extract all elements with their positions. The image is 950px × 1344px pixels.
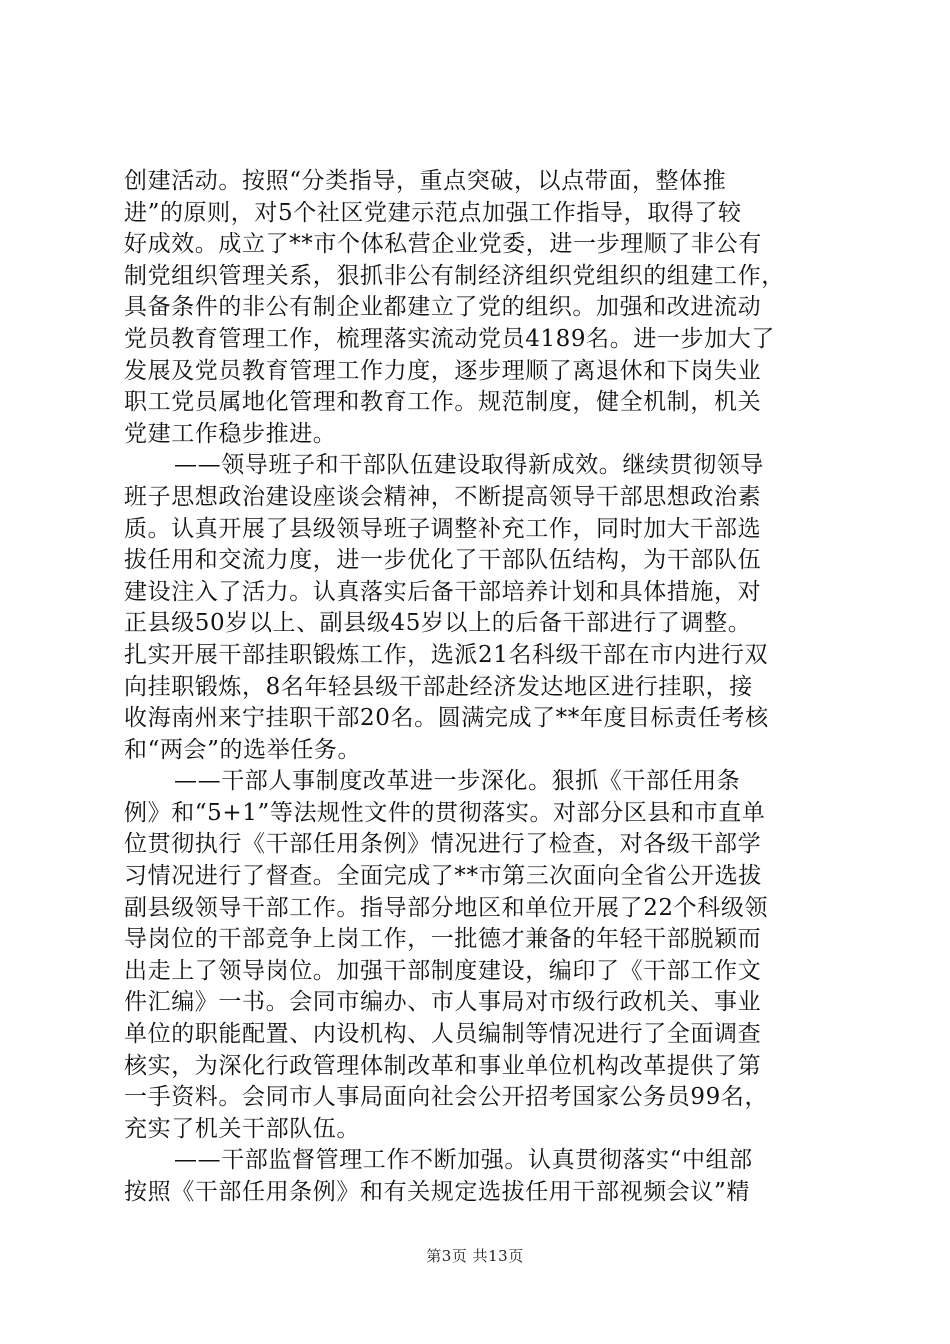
text-line: 正县级50岁以上、副县级45岁以上的后备干部进行了调整。 — [124, 610, 752, 637]
text-line: 位贯彻执行《干部任用条例》情况进行了检查，对各级干部学 — [124, 831, 762, 858]
text-line: 向挂职锻炼，8名年轻县级干部赴经济发达地区进行挂职，接 — [124, 673, 753, 700]
text-line: 核实，为深化行政管理体制改革和事业单位机构改革提供了第 — [124, 1052, 762, 1079]
text-line: 副县级领导干部工作。指导部分地区和单位开展了22个科级领 — [124, 894, 769, 921]
text-line: 导岗位的干部竞争上岗工作，一批德才兼备的年轻干部脱颖而 — [124, 926, 762, 953]
text-line: ——干部监督管理工作不断加强。认真贯彻落实“中组部 — [174, 1147, 753, 1174]
text-line: 出走上了领导岗位。加强干部制度建设，编印了《干部工作文 — [124, 957, 762, 984]
text-line: 制党组织管理关系，狠抓非公有制经济组织党组织的组建工作， — [124, 262, 785, 289]
text-line: 一手资料。会同市人事局面向社会公开招考国家公务员99名， — [124, 1084, 769, 1111]
text-line: 班子思想政治建设座谈会精神，不断提高领导干部思想政治素 — [124, 483, 762, 510]
text-line: 按照《干部任用条例》和有关规定选拔任用干部视频会议”精 — [124, 1179, 750, 1205]
text-line: 扎实开展干部挂职锻炼工作，选派21名科级干部在市内进行双 — [124, 641, 769, 668]
text-line: 职工党员属地化管理和教育工作。规范制度，健全机制，机关 — [124, 389, 762, 416]
text-line: 发展及党员教育管理工作力度，逐步理顺了离退休和下岗失业 — [124, 357, 762, 384]
text-line: 进”的原则，对5个社区党建示范点加强工作指导，取得了较 — [124, 199, 742, 226]
text-line: 件汇编》一书。会同市编办、市人事局对市级行政机关、事业 — [124, 989, 762, 1016]
text-line: 质。认真开展了县级领导班子调整补充工作，同时加大干部选 — [124, 515, 762, 542]
text-line: 例》和“5+1”等法规性文件的贯彻落实。对部分区县和市直单 — [124, 799, 766, 826]
text-line: 拔任用和交流力度，进一步优化了干部队伍结构，为干部队伍 — [124, 547, 762, 574]
document-body — [124, 166, 834, 1209]
text-line: 习情况进行了督查。全面完成了**市第三次面向全省公开选拔 — [124, 863, 762, 890]
text-line: 收海南州来宁挂职干部20名。圆满完成了**年度目标责任考核 — [124, 705, 769, 732]
text-line: 建设注入了活力。认真落实后备干部培养计划和具体措施，对 — [124, 578, 762, 605]
text-line: ——干部人事制度改革进一步深化。狠抓《干部任用条 — [174, 768, 741, 795]
page-footer: 第3页 共13页 — [426, 1247, 524, 1265]
text-line: 党建工作稳步推进。 — [124, 420, 337, 447]
text-line: 和“两会”的选举任务。 — [124, 736, 362, 763]
text-line: 单位的职能配置、内设机构、人员编制等情况进行了全面调查 — [124, 1021, 762, 1048]
text-line: 创建活动。按照“分类指导，重点突破，以点带面，整体推 — [124, 168, 727, 194]
text-line: 好成效。成立了**市个体私营企业党委，进一步理顺了非公有 — [124, 231, 762, 258]
text-line: ——领导班子和干部队伍建设取得新成效。继续贯彻领导 — [174, 452, 764, 479]
text-line: 充实了机关干部队伍。 — [124, 1115, 360, 1142]
text-line: 党员教育管理工作，梳理落实流动党员4189名。进一步加大了 — [124, 325, 775, 352]
text-line: 具备条件的非公有制企业都建立了党的组织。加强和改进流动 — [124, 294, 762, 321]
